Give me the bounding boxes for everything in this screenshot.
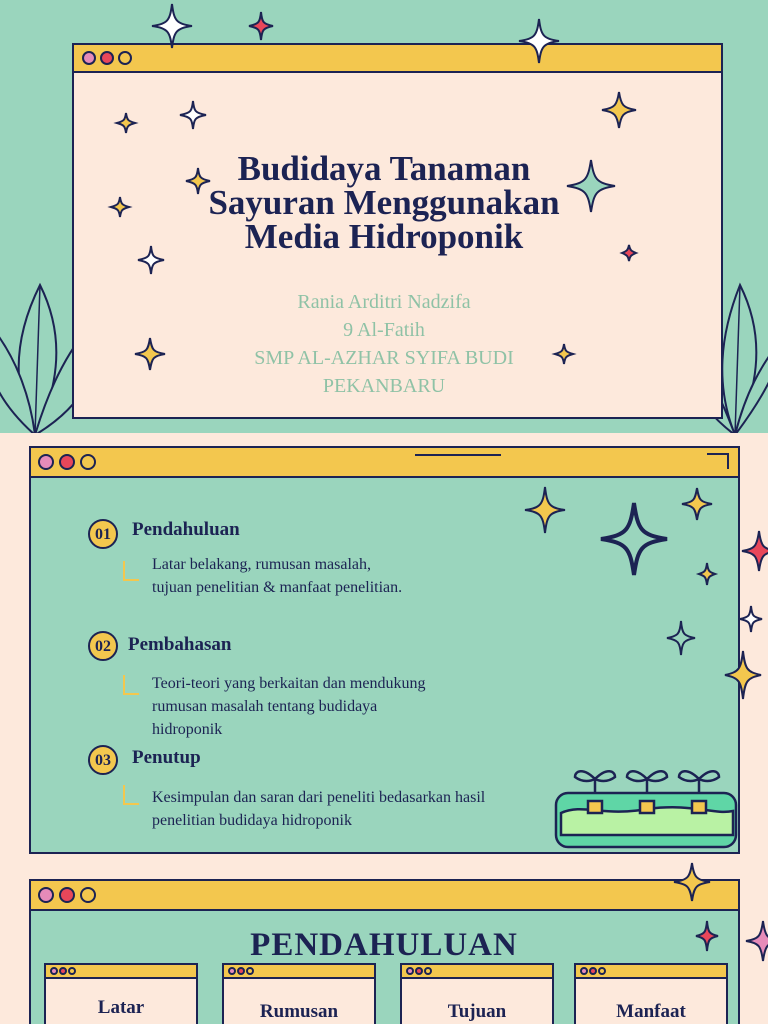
window-dot-pink [82,51,96,65]
item-description-line: rumusan masalah tentang budidaya [152,698,378,715]
item-description-line: hidroponik [152,721,223,738]
intro-card [400,963,554,1024]
sparkle-icon [135,338,165,370]
sparkle-icon [699,563,715,585]
intro-card-label: Rumusan [259,1001,339,1022]
outline-slide [0,433,768,861]
sparkle-icon [249,12,273,40]
item-connector [123,785,139,805]
intro-card-titlebar [402,965,552,979]
cover-window-titlebar [74,45,721,73]
titlebar-corner [707,453,729,469]
item-connector [123,675,139,695]
item-description [152,672,425,741]
outline-window-titlebar [31,448,738,478]
school-name-line1: SMP AL-AZHAR SYIFA BUDI [254,347,514,369]
sparkle-icon [746,921,768,961]
window-dot-red [100,51,114,65]
item-number-badge: 01 [88,519,118,549]
intro-window-titlebar [31,881,738,911]
sparkle-icon [742,531,768,571]
sparkle-icon [180,101,206,129]
intro-card [574,963,728,1024]
window-dot-pink [228,967,236,975]
sparkle-icon [674,863,710,901]
cover-title-line: Media Hidroponik [244,217,524,256]
cover-title-line: Budidaya Tanaman [237,149,531,188]
class-name: 9 Al-Fatih [343,319,425,341]
window-dot-pink [580,967,588,975]
intro-card-label: Latar [97,997,145,1018]
sparkle-icon [152,4,192,48]
intro-card-titlebar [46,965,196,979]
window-dot-red [59,887,75,903]
sparkle-icon [725,651,761,699]
sparkle-icon [117,113,135,133]
window-dot-pink [406,967,414,975]
sparkle-icon [138,246,164,274]
item-title: Penutup [132,747,201,768]
school-name-line2: PEKANBARU [322,375,446,397]
item-description-line: tujuan penelitian & manfaat penelitian. [152,579,403,596]
item-connector [123,561,139,581]
window-dot-yellow [246,967,254,975]
intro-slide [0,861,768,1024]
hydroponic-planter-icon [553,763,743,853]
intro-card [222,963,376,1024]
sparkle-icon [602,92,636,128]
sparkle-icon [519,19,559,63]
window-dot-yellow [118,51,132,65]
window-dot-yellow [68,967,76,975]
intro-card-label: Tujuan [447,1001,507,1022]
cover-title-line: Sayuran Menggunakan [208,183,560,222]
item-description-line: Latar belakang, rumusan masalah, [152,556,372,573]
item-title: Pendahuluan [132,519,240,540]
window-dot-red [589,967,597,975]
window-dot-red [237,967,245,975]
item-number-badge: 03 [88,745,118,775]
sparkle-icon [525,487,565,533]
item-description [152,553,402,599]
window-dot-yellow [80,887,96,903]
cover-slide [0,0,768,433]
sparkle-icon [622,245,636,261]
item-description-line: Kesimpulan dan saran dari peneliti bedasarkan hasil [152,789,486,806]
window-dot-yellow [598,967,606,975]
item-description [152,786,485,832]
window-dot-red [59,454,75,470]
sparkle-icon [567,160,615,212]
sparkle-icon [601,503,667,575]
sparkle-icon [696,921,718,951]
sparkle-icon [682,488,712,520]
sparkle-icon [111,197,129,217]
window-dot-pink [38,454,54,470]
window-dot-pink [38,887,54,903]
sparkle-icon [740,606,762,632]
intro-card-label: Manfaat [616,1001,686,1022]
intro-card [44,963,198,1024]
intro-card-titlebar [576,965,726,979]
sparkle-icon [667,621,695,655]
window-dot-red [415,967,423,975]
item-title: Pembahasan [128,634,232,655]
intro-card-titlebar [224,965,374,979]
sparkle-icon [186,168,210,194]
window-dot-yellow [80,454,96,470]
window-dot-pink [50,967,58,975]
item-description-line: Teori-teori yang berkaitan dan mendukung [152,675,426,692]
sparkle-icon [555,344,573,364]
item-description-line: penelitian budidaya hidroponik [152,812,352,829]
intro-title: PENDAHULUAN [250,927,518,963]
item-number-badge: 02 [88,631,118,661]
window-dot-yellow [424,967,432,975]
titlebar-line [415,454,501,456]
author-name: Rania Arditri Nadzifa [297,291,471,313]
window-dot-red [59,967,67,975]
